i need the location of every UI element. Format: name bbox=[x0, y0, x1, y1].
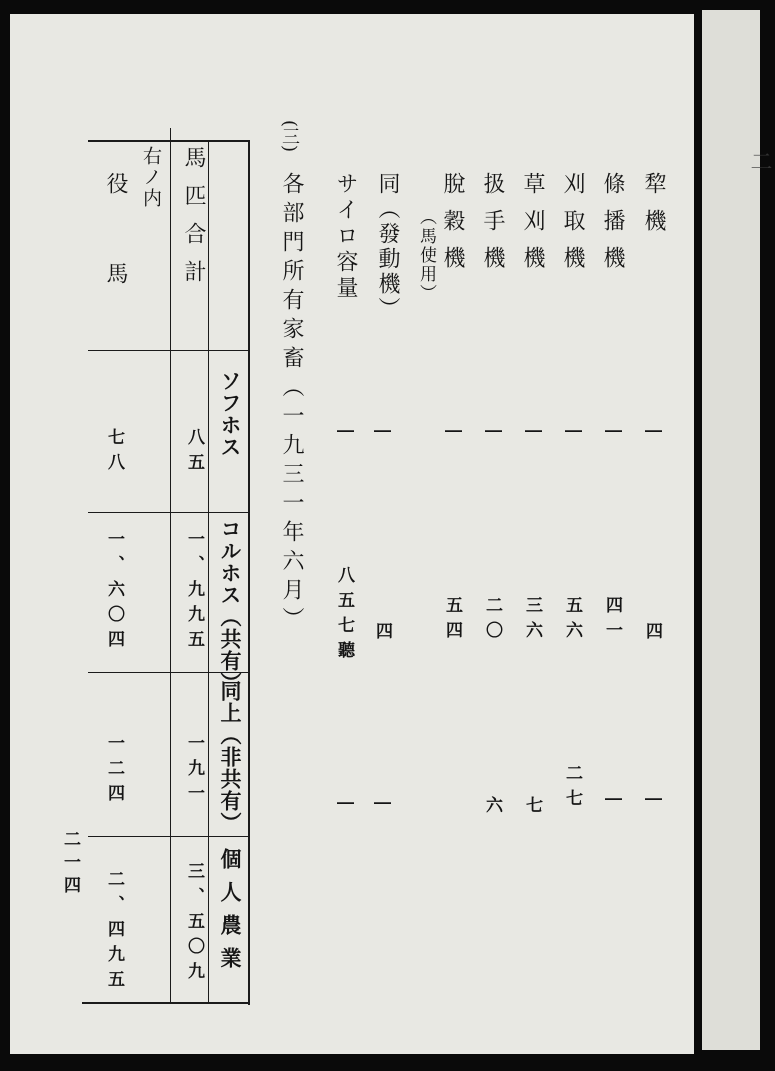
value-thresher-kolkhoz-shared: 五四 bbox=[442, 596, 462, 646]
value-work-horses-individual: 二、四九五 bbox=[104, 870, 124, 995]
row-note-horse-used: （馬使用） bbox=[416, 208, 436, 303]
page-number: 二一四 bbox=[60, 830, 80, 899]
value-reaper-kolkhoz-shared: 五六 bbox=[562, 596, 582, 646]
row-label-silo-capacity: サイロ容量 bbox=[333, 172, 358, 302]
value-thresher-engine-sovkhoz: | bbox=[373, 428, 393, 443]
header-sovkhoz: ソフホス bbox=[218, 370, 243, 458]
value-silo-sovkhoz: | bbox=[336, 428, 356, 443]
section-number: (三) bbox=[279, 120, 300, 153]
header-kolkhoz-nonshared: 同上（非共有） bbox=[218, 680, 243, 834]
value-horses-total-sovkhoz: 八五 bbox=[184, 428, 204, 478]
row-label-thresher-engine: 同（發動機） bbox=[375, 172, 400, 322]
value-horses-total-individual: 三、五〇九 bbox=[184, 862, 204, 987]
value-mower-kolkhoz-shared: 三六 bbox=[522, 596, 542, 646]
row-label-work-horses: 役馬 bbox=[103, 172, 128, 352]
table-rule-bottom bbox=[82, 1002, 250, 1004]
value-silo-kolkhoz-nonshared: | bbox=[336, 800, 356, 815]
header-individual: 個人農業 bbox=[218, 848, 243, 980]
value-plough-kolkhoz-shared: 四 bbox=[642, 622, 662, 647]
value-hand-machine-kolkhoz-shared: 二〇 bbox=[482, 596, 502, 646]
value-plough-kolkhoz-nonshared: | bbox=[644, 796, 664, 811]
value-horses-total-kolkhoz-shared: 一、九九五 bbox=[184, 530, 204, 655]
value-hand-machine-sovkhoz: | bbox=[484, 428, 504, 443]
value-thresher-sovkhoz: | bbox=[444, 428, 464, 443]
value-work-horses-kolkhoz-nonshared: 一二四 bbox=[104, 734, 124, 809]
row-label-hand-machine: 扱手機 bbox=[480, 172, 505, 283]
table-rule-col2 bbox=[88, 512, 248, 513]
row-label-reaper: 刈取機 bbox=[560, 172, 585, 283]
table-rule-col4 bbox=[88, 836, 248, 837]
value-mower-kolkhoz-nonshared: 七 bbox=[522, 796, 542, 821]
adjacent-page-number: 二 bbox=[747, 150, 772, 172]
row-label-mower: 草刈機 bbox=[520, 172, 545, 283]
value-seed-drill-kolkhoz-shared: 四一 bbox=[602, 596, 622, 646]
value-work-horses-kolkhoz-shared: 一、六〇四 bbox=[104, 530, 124, 655]
table-rule-right bbox=[248, 140, 250, 1005]
value-thresher-engine-kolkhoz-nonshared: | bbox=[373, 800, 393, 815]
row-label-thresher: 脫穀機 bbox=[440, 172, 465, 283]
value-plough-sovkhoz: | bbox=[644, 428, 664, 443]
row-label-plough: 犂機 bbox=[641, 172, 666, 246]
row-label-horses-total: 馬匹合計 bbox=[181, 146, 206, 298]
value-hand-machine-kolkhoz-nonshared: 六 bbox=[482, 796, 502, 821]
section-title: 各部門所有家畜（一九三一年六月） bbox=[279, 172, 304, 636]
value-work-horses-sovkhoz: 七八 bbox=[104, 428, 124, 478]
value-thresher-engine-kolkhoz-shared: 四 bbox=[372, 622, 392, 647]
value-reaper-sovkhoz: | bbox=[564, 428, 584, 443]
table-rule-row bbox=[170, 128, 171, 1002]
value-seed-drill-sovkhoz: | bbox=[604, 428, 624, 443]
value-horses-total-kolkhoz-nonshared: 一九一 bbox=[184, 734, 204, 809]
value-mower-sovkhoz: | bbox=[524, 428, 544, 443]
row-label-of-which: 右ノ内 bbox=[140, 146, 162, 209]
value-reaper-kolkhoz-nonshared: 二七 bbox=[562, 764, 582, 814]
header-kolkhoz-shared: コルホス（共有） bbox=[218, 518, 243, 694]
table-rule-top bbox=[88, 140, 250, 142]
value-silo-kolkhoz-shared: 八五七聽 bbox=[334, 566, 354, 666]
value-seed-drill-kolkhoz-nonshared: | bbox=[604, 796, 624, 811]
row-label-seed-drill: 條播機 bbox=[600, 172, 625, 283]
